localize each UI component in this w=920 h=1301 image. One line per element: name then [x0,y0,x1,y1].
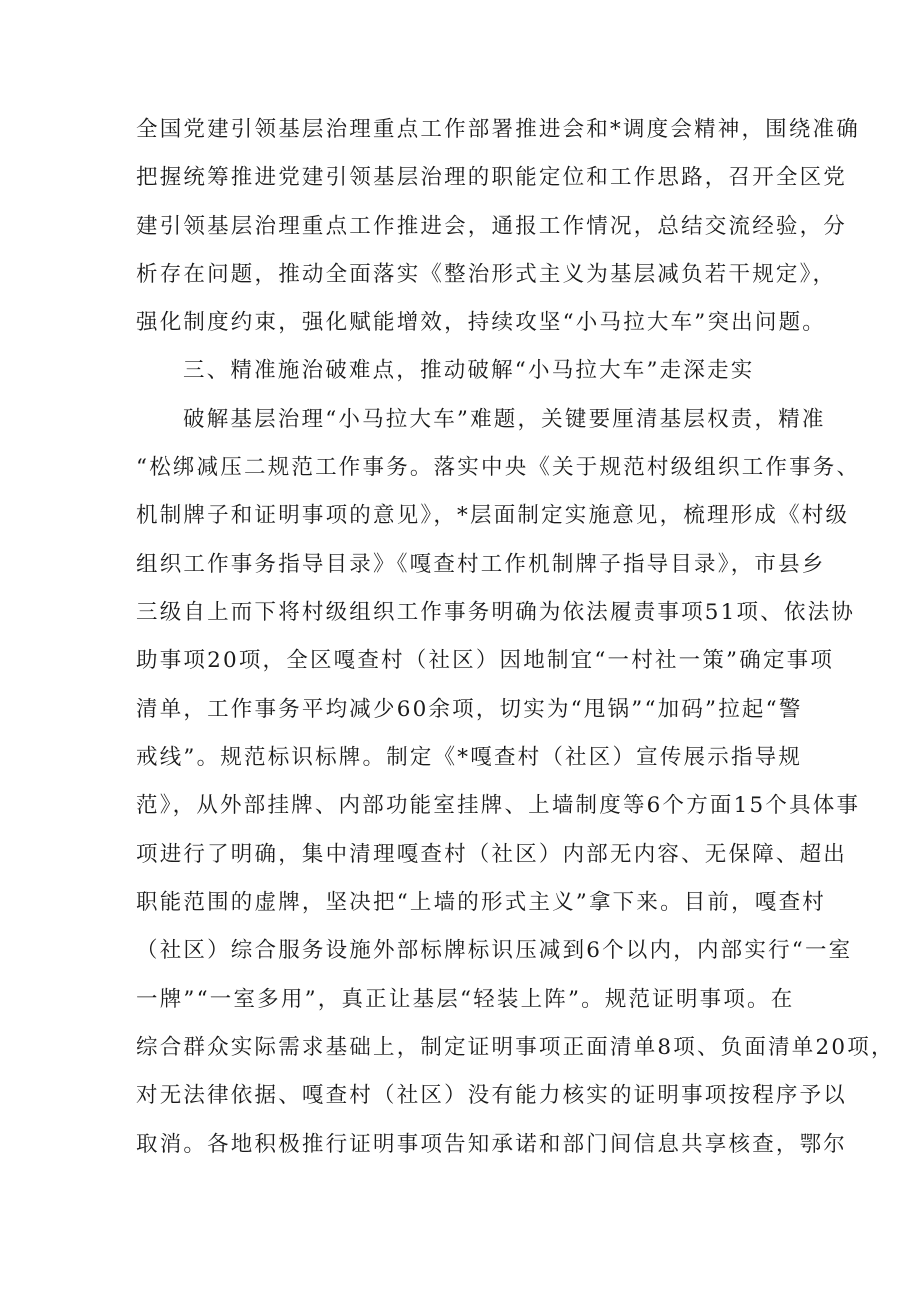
paragraph-line: 全国党建引领基层治理重点工作部署推进会和*调度会精神，围绕准确 [136,117,860,142]
paragraph-line: 助事项20项，全区嘎查村（社区）因地制宜“一村社一策”确定事项 [136,648,835,673]
paragraph-line: 破解基层治理“小马拉大车”难题，关键要厘清基层权责，精准 [183,407,826,432]
paragraph-line: 三级自上而下将村级组织工作事务明确为依法履责事项51项、依法协 [136,600,856,625]
paragraph-line: 把握统筹推进党建引领基层治理的职能定位和工作思路，召开全区党 [136,165,848,190]
paragraph-line: 机制牌子和证明事项的意见》，*层面制定实施意见，梳理形成《村级 [136,503,850,528]
paragraph-line: （社区）综合服务设施外部标牌标识压减到6个以内，内部实行“一室 [136,938,853,963]
paragraph-line: 对无法律依据、嘎查村（社区）没有能力核实的证明事项按程序予以 [136,1083,848,1108]
section-heading: 三、精准施治破难点，推动破解“小马拉大车”走深走实 [183,358,755,383]
paragraph-line: 项进行了明确，集中清理嘎查村（社区）内部无内容、无保障、超出 [136,842,848,867]
paragraph-line: 职能范围的虚牌，坚决把“上墙的形式主义”拿下来。目前，嘎查村 [136,890,826,915]
paragraph-line: 组织工作事务指导目录》《嘎查村工作机制牌子指导目录》，市县乡 [136,552,826,577]
paragraph-line: 强化制度约束，强化赋能增效，持续攻坚“小马拉大车”突出问题。 [136,310,826,335]
paragraph-line: 综合群众实际需求基础上，制定证明事项正面清单8项、负面清单20项， [136,1035,895,1060]
paragraph-line: 析存在问题，推动全面落实《整治形式主义为基层减负若干规定》， [136,262,837,287]
paragraph-line: 一牌”“一室多用”，真正让基层“轻装上阵”。规范证明事项。在 [136,987,795,1012]
paragraph-line: 范》，从外部挂牌、内部功能室挂牌、上墙制度等6个方面15个具体事 [136,793,861,818]
paragraph-line: 取消。各地积极推行证明事项告知承诺和部门间信息共享核查，鄂尔 [136,1132,848,1157]
paragraph-line: “松绑减压二规范工作事务。落实中央《关于规范村级组织工作事务、 [136,455,861,480]
paragraph-line: 戒线”。规范标识标牌。制定《*嘎查村（社区）宣传展示指导规 [136,745,803,770]
paragraph-line: 清单，工作事务平均减少60余项，切实为“甩锅”“加码”拉起“警 [136,697,803,722]
paragraph-line: 建引领基层治理重点工作推进会，通报工作情况，总结交流经验，分 [136,214,848,239]
